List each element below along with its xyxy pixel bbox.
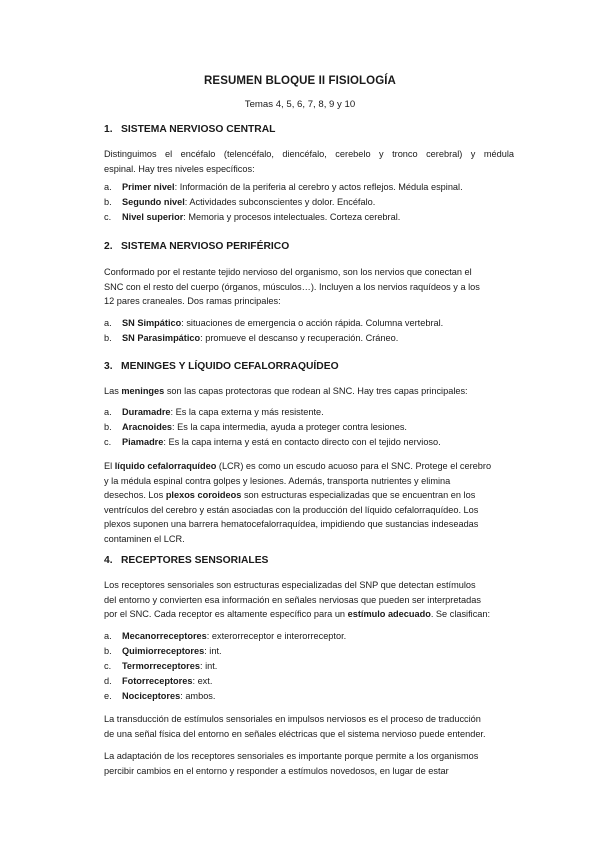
list-term: Primer nivel	[122, 182, 175, 192]
list-term: Duramadre	[122, 407, 171, 417]
paragraph-snp-intro	[104, 265, 514, 309]
document-title: RESUMEN BLOQUE II FISIOLOGÍA	[204, 75, 396, 87]
paragraph-receptores-intro	[104, 578, 514, 622]
text-line: 12 pares craneales. Dos ramas principales:	[104, 296, 281, 307]
list-snc-levels	[104, 180, 524, 225]
list-text: : int.	[199, 660, 218, 671]
section-heading-1	[104, 124, 524, 135]
list-term: Quimiorreceptores	[122, 645, 205, 656]
text-span: son las capas protectoras que rodean al SNC. Hay tres capas principales:	[164, 386, 468, 396]
list-marker: a.	[104, 631, 112, 641]
list-text: : exterorreceptor e interorreceptor.	[206, 631, 347, 641]
text-term: estímulo adecuado	[347, 609, 431, 620]
list-term: Aracnoides	[122, 421, 173, 432]
section-number: 3.	[104, 361, 113, 372]
paragraph-transduccion	[104, 712, 514, 741]
list-marker: a.	[104, 182, 112, 192]
list-text: : promueve el descanso y recuperación. Cráneo.	[200, 332, 399, 343]
section-number: 2.	[104, 241, 113, 252]
paragraph-adaptacion	[104, 749, 514, 778]
paragraph-meninges-intro	[104, 384, 514, 399]
list-term: Nivel superior	[122, 211, 184, 222]
list-item	[104, 420, 524, 435]
section-title: SISTEMA NERVIOSO PERIFÉRICO	[121, 241, 290, 252]
list-marker: b.	[104, 196, 112, 207]
text-term: meninges	[121, 386, 165, 396]
section-number: 1.	[104, 124, 113, 135]
section-heading-3	[104, 361, 524, 372]
list-marker: c.	[104, 660, 112, 671]
section-title: SISTEMA NERVIOSO CENTRAL	[121, 124, 276, 135]
text-line	[104, 384, 514, 399]
text-span: por el SNC. Cada receptor es altamente específico para un	[104, 609, 348, 620]
text-term: plexos coroideos	[165, 490, 242, 501]
list-item	[104, 316, 524, 331]
text-line: La transducción de estímulos sensoriales en impulsos nerviosos es el proceso de traducción	[104, 714, 481, 724]
list-item	[104, 629, 524, 644]
list-item	[104, 674, 524, 689]
list-item	[104, 659, 524, 674]
list-text: : Información de la periferia al cerebro y actos reflejos. Médula espinal.	[174, 182, 463, 192]
text-line	[104, 488, 514, 503]
list-text: : Es la capa interna y está en contacto directo con el tejido nervioso.	[163, 436, 441, 447]
text-line	[104, 607, 514, 622]
list-term: Segundo nivel	[122, 196, 185, 207]
list-marker: b.	[104, 332, 112, 343]
text-line: Distinguimos el encéfalo (telencéfalo, diencéfalo, cerebelo y tronco cerebral) y médula	[104, 149, 514, 159]
text-term: líquido cefalorraquídeo	[114, 461, 217, 471]
text-span: (LCR) es como un escudo acuoso para el SNC. Protege el cerebro	[216, 461, 492, 471]
list-text: : Es la capa externa y más resistente.	[170, 407, 324, 417]
list-term: Fotorreceptores	[122, 675, 193, 686]
text-line: percibir cambios en el entorno y responder a estímulos novedosos, en lugar de estar	[104, 765, 449, 776]
section-heading-4	[104, 555, 524, 566]
list-meninges	[104, 405, 524, 450]
text-span: El	[104, 461, 115, 471]
list-receptores	[104, 629, 524, 703]
list-term: SN Parasimpático	[122, 332, 201, 343]
list-item	[104, 435, 524, 450]
list-item	[104, 210, 524, 225]
list-marker: b.	[104, 645, 112, 656]
list-term: SN Simpático	[122, 318, 182, 328]
list-text: : Es la capa intermedia, ayuda a proteger contra lesiones.	[172, 421, 407, 432]
text-line: La adaptación de los receptores sensoriales es importante porque permite a los organismos	[104, 751, 479, 761]
text-line	[104, 459, 514, 474]
list-text: : Memoria y procesos intelectuales. Corteza cerebral.	[183, 211, 401, 222]
paragraph-lcr	[104, 459, 514, 547]
section-number: 4.	[104, 555, 113, 566]
list-term: Mecanorreceptores	[122, 631, 207, 641]
list-marker: c.	[104, 211, 112, 222]
text-line: SNC con el resto del cuerpo (órganos, músculos…). Incluyen a los nervios raquídeos y a los	[104, 281, 480, 292]
list-text: : ambos.	[180, 690, 216, 701]
text-line: Los receptores sensoriales son estructuras especializadas del SNP que detectan estímulos	[104, 580, 476, 590]
list-item	[104, 331, 524, 346]
list-text: : situaciones de emergencia o acción rápida. Columna vertebral.	[181, 318, 444, 328]
list-text: : Actividades subconscientes y dolor. Encéfalo.	[184, 196, 376, 207]
text-line: ventrículos del cerebro y están asociadas con la producción del líquido cefalorraquídeo. Los	[104, 504, 479, 515]
list-item	[104, 644, 524, 659]
list-snp-branches	[104, 316, 524, 346]
list-marker: e.	[104, 690, 112, 701]
text-span: Las	[104, 386, 122, 396]
text-line: de una señal física del entorno en señales eléctricas que el sistema nervioso puede entender.	[104, 728, 486, 739]
list-marker: a.	[104, 407, 112, 417]
text-span: son estructuras especializadas que se encuentran en los	[241, 490, 476, 501]
list-item	[104, 195, 524, 210]
list-item	[104, 405, 524, 420]
section-title: MENINGES Y LÍQUIDO CEFALORRAQUÍDEO	[121, 361, 339, 372]
list-term: Piamadre	[122, 436, 164, 447]
list-marker: a.	[104, 318, 112, 328]
text-line: Conformado por el restante tejido nervioso del organismo, son los nervios que conectan el	[104, 267, 472, 277]
section-title: RECEPTORES SENSORIALES	[121, 555, 269, 566]
list-term: Nociceptores	[122, 690, 181, 701]
text-line: del entorno y convierten esa información en señales nerviosas que pueden ser interpretadas	[104, 594, 481, 605]
text-span: . Se clasifican:	[430, 609, 491, 620]
document-subtitle: Temas 4, 5, 6, 7, 8, 9 y 10	[244, 99, 356, 110]
list-text: : int.	[204, 645, 222, 656]
list-item	[104, 180, 524, 195]
list-marker: d.	[104, 675, 112, 686]
list-term: Termorreceptores	[122, 660, 200, 671]
text-line: espinal. Hay tres niveles específicos:	[104, 163, 255, 174]
paragraph-snc-intro	[104, 147, 514, 176]
list-item	[104, 689, 524, 704]
section-heading-2	[104, 241, 524, 252]
text-line: contaminen el LCR.	[104, 533, 185, 544]
list-marker: b.	[104, 421, 112, 432]
list-text: : ext.	[192, 675, 213, 686]
list-marker: c.	[104, 436, 112, 447]
text-line: plexos suponen una barrera hematocefalorraquídea, impidiendo que sustancias indeseadas	[104, 519, 479, 530]
text-line: y la médula espinal contra golpes y lesiones. Además, transporta nutrientes y elimina	[104, 475, 451, 486]
text-span: desechos. Los	[104, 490, 166, 501]
